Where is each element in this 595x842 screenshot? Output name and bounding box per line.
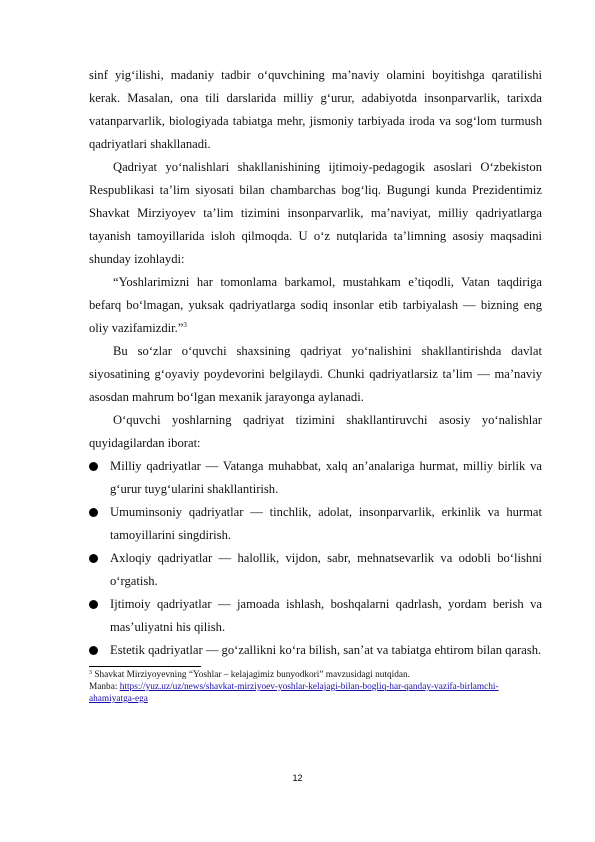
quote-paragraph xyxy=(89,271,542,340)
bullet-icon xyxy=(89,554,98,563)
list-item xyxy=(89,547,542,593)
footnote-divider xyxy=(89,666,201,667)
footnote-text: Shavkat Mirziyoyevning “Yoshlar – kelajagimiz bunyodkori” mavzusidagi nutqidan. xyxy=(94,670,410,680)
footnote-line xyxy=(89,669,542,681)
paragraph-5: O‘quvchi yoshlarning qadriyat tizimini shakllantiruvchi asosiy yo‘nalishlar quyidagilardan iborat: xyxy=(89,413,542,450)
list-item xyxy=(89,455,542,501)
paragraph-4: Bu so‘zlar o‘quvchi shaxsining qadriyat yo‘nalishini shakllantirishda davlat siyosatining g‘oyaviy poydevorini belgilaydi. Chunki qadriyatlarsiz ta’lim — ma’naviy asosdan mahrum bo‘lgan mexanik jarayonga aylanadi. xyxy=(89,344,542,404)
list-item xyxy=(89,501,542,547)
list-item-text: Ijtimoiy qadriyatlar — jamoada ishlash, boshqalarni qadrlash, yordam berish va mas’uliyatni his qilish. xyxy=(110,597,542,634)
bullet-icon xyxy=(89,600,98,609)
footnote-source xyxy=(89,681,542,705)
list-item-text: Axloqiy qadriyatlar — halollik, vijdon, sabr, mehnatsevarlik va odobli bo‘lishni o‘rgatish. xyxy=(110,551,542,588)
footnote xyxy=(89,669,542,705)
paragraph-1: sinf yig‘ilishi, madaniy tadbir o‘quvchining ma’naviy olamini boyitishga qaratilishi kerak. Masalan, ona tili darslarida milliy g‘urur, adabiyotda insonparvarlik, tarixda vatanparvarlik, biologiyada tabiatga mehr, jismoniy tarbiyada iroda va sog‘lom turmush qadriyatlari shakllanadi. xyxy=(89,68,542,151)
page-number: 12 xyxy=(292,773,303,783)
bullet-icon xyxy=(89,646,98,655)
footnote-marker: 3 xyxy=(89,670,92,676)
values-list xyxy=(89,455,542,662)
source-link[interactable]: https://yuz.uz/uz/news/shavkat-mirziyoev-yoshlar-kelajagi-bilan-bogliq-har-qanday-vazifa-birlamchi-ahamiyatga-ega xyxy=(89,682,499,704)
footnote-ref: 3 xyxy=(183,321,187,329)
list-item xyxy=(89,593,542,639)
source-label: Manba: xyxy=(89,682,120,692)
quote-text: “Yoshlarimizni har tomonlama barkamol, mustahkam e’tiqodli, Vatan taqdiriga befarq bo‘lmagan, yuksak qadriyatlarga sodiq insonlar etib tarbiyalash — bizning eng oliy vazifamizdir.” xyxy=(89,275,542,335)
list-item-text: Estetik qadriyatlar — go‘zallikni ko‘ra bilish, san’at va tabiatga ehtirom bilan qarash. xyxy=(110,643,542,657)
bullet-icon xyxy=(89,508,98,517)
paragraph-2: Qadriyat yo‘nalishlari shakllanishining ijtimoiy-pedagogik asoslari O‘zbekiston Respublikasi ta’lim siyosati bilan chambarchas bog‘liq. Bugungi kunda Prezidentimiz Shavkat Mirziyoyev ta’lim tizimini insonparvarlik, ma’naviyat, milliy qadriyatlarga tayanish tamoyillarida isloh qilmoqda. U o‘z nutqlarida ta’limning asosiy maqsadini shunday izohlaydi: xyxy=(89,160,542,266)
list-item-text: Umuminsoniy qadriyatlar — tinchlik, adolat, insonparvarlik, erkinlik va hurmat tamoyillarini singdirish. xyxy=(110,505,542,542)
document-page xyxy=(89,64,542,705)
bullet-icon xyxy=(89,462,98,471)
list-item xyxy=(89,639,542,662)
list-item-text: Milliy qadriyatlar — Vatanga muhabbat, xalq an’analariga hurmat, milliy birlik va g‘urur tuyg‘ularini shakllantirish. xyxy=(110,459,542,496)
